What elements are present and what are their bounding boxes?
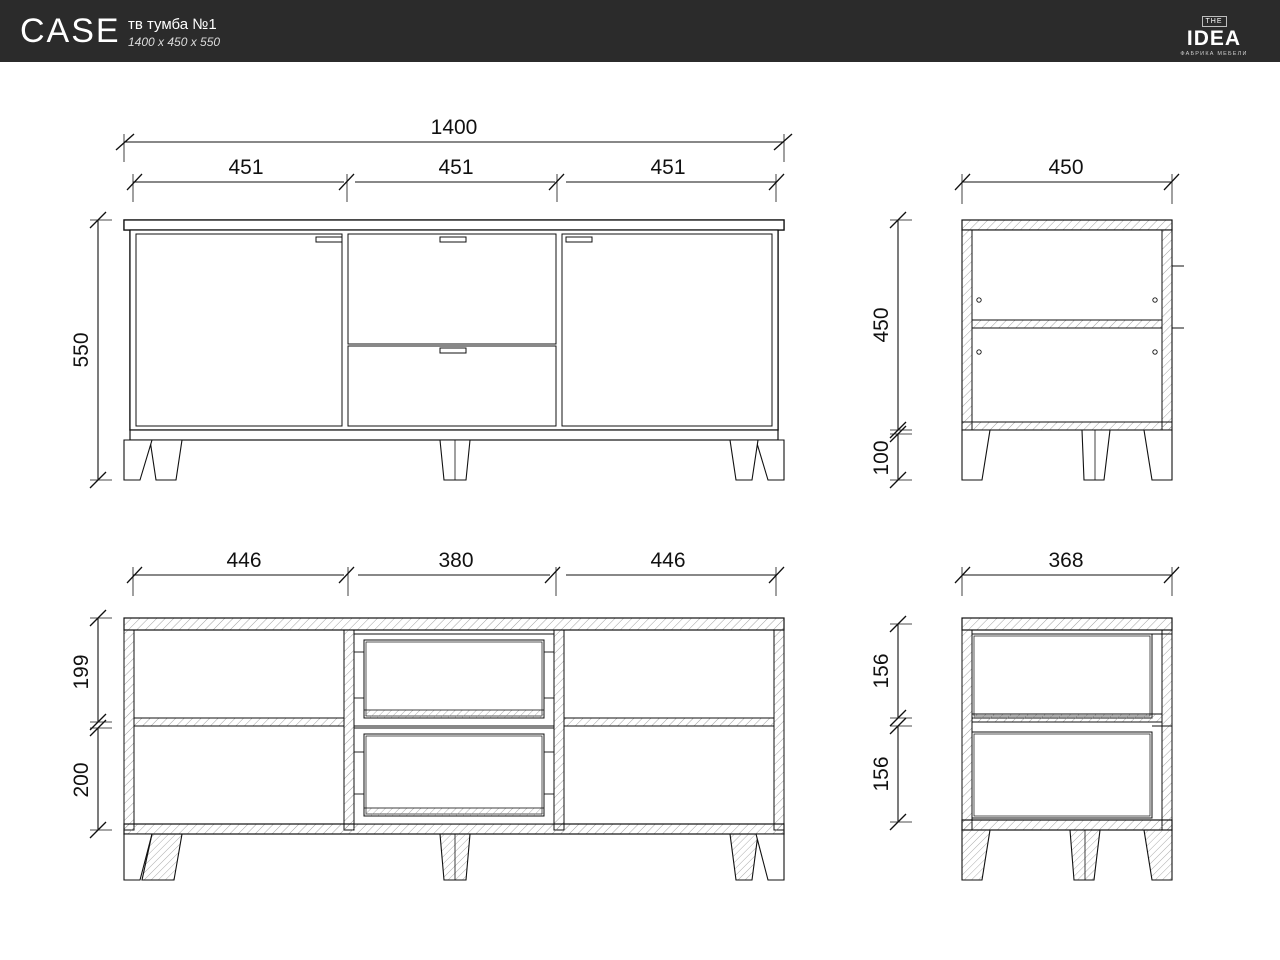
dim-label-front-section-3: 451 <box>650 156 686 179</box>
dim-front-height <box>70 212 112 488</box>
dim-side-body-height <box>870 212 912 438</box>
view-front-elevation <box>70 116 792 488</box>
side-elevation-geometry <box>962 220 1184 480</box>
dim-label-side-leg-height: 100 <box>870 440 893 476</box>
front-elevation-geometry <box>124 220 784 480</box>
product-subtitle: тв тумба №1 <box>128 16 217 33</box>
page-title: CASE <box>20 12 121 50</box>
dim-label-side-section-depth: 368 <box>1048 549 1084 572</box>
dim-side-leg-height <box>870 426 912 488</box>
view-side-elevation <box>870 156 1184 488</box>
view-front-section <box>70 549 784 880</box>
front-section-geometry <box>124 618 784 880</box>
dim-label-section-width-2: 380 <box>438 549 474 572</box>
logo-caption-text: ФАБРИКА МЕБЕЛИ <box>1180 51 1248 57</box>
dim-label-front-section-1: 451 <box>228 156 264 179</box>
side-section-geometry <box>962 618 1172 880</box>
product-dimensions: 1400 x 450 x 550 <box>128 35 221 49</box>
dim-label-section-lower-height: 200 <box>70 762 93 798</box>
dim-side-depth <box>955 156 1179 204</box>
dim-label-front-overall-width: 1400 <box>430 116 478 139</box>
logo-the-text: THE <box>1202 16 1227 27</box>
dim-label-section-width-3: 446 <box>650 549 686 572</box>
dim-label-side-section-lower-height: 156 <box>870 756 893 792</box>
header-bar <box>0 0 1280 62</box>
dim-front-section-widths <box>127 549 784 596</box>
dim-label-side-body-height: 450 <box>870 307 893 343</box>
logo-idea-text: IDEA <box>1186 27 1242 50</box>
logo <box>1166 10 1262 57</box>
dim-label-section-width-1: 446 <box>226 549 262 572</box>
dim-label-side-section-upper-height: 156 <box>870 653 893 689</box>
dim-side-section-heights <box>870 616 912 830</box>
dim-front-sections <box>127 156 784 202</box>
dim-label-section-upper-height: 199 <box>70 654 93 690</box>
dim-label-front-height: 550 <box>70 332 93 368</box>
drawing-canvas <box>0 62 1280 960</box>
dim-label-front-section-2: 451 <box>438 156 474 179</box>
view-side-section <box>870 549 1179 880</box>
dim-label-side-depth: 450 <box>1048 156 1084 179</box>
dim-side-section-depth <box>955 549 1179 596</box>
dim-section-heights <box>70 610 112 838</box>
